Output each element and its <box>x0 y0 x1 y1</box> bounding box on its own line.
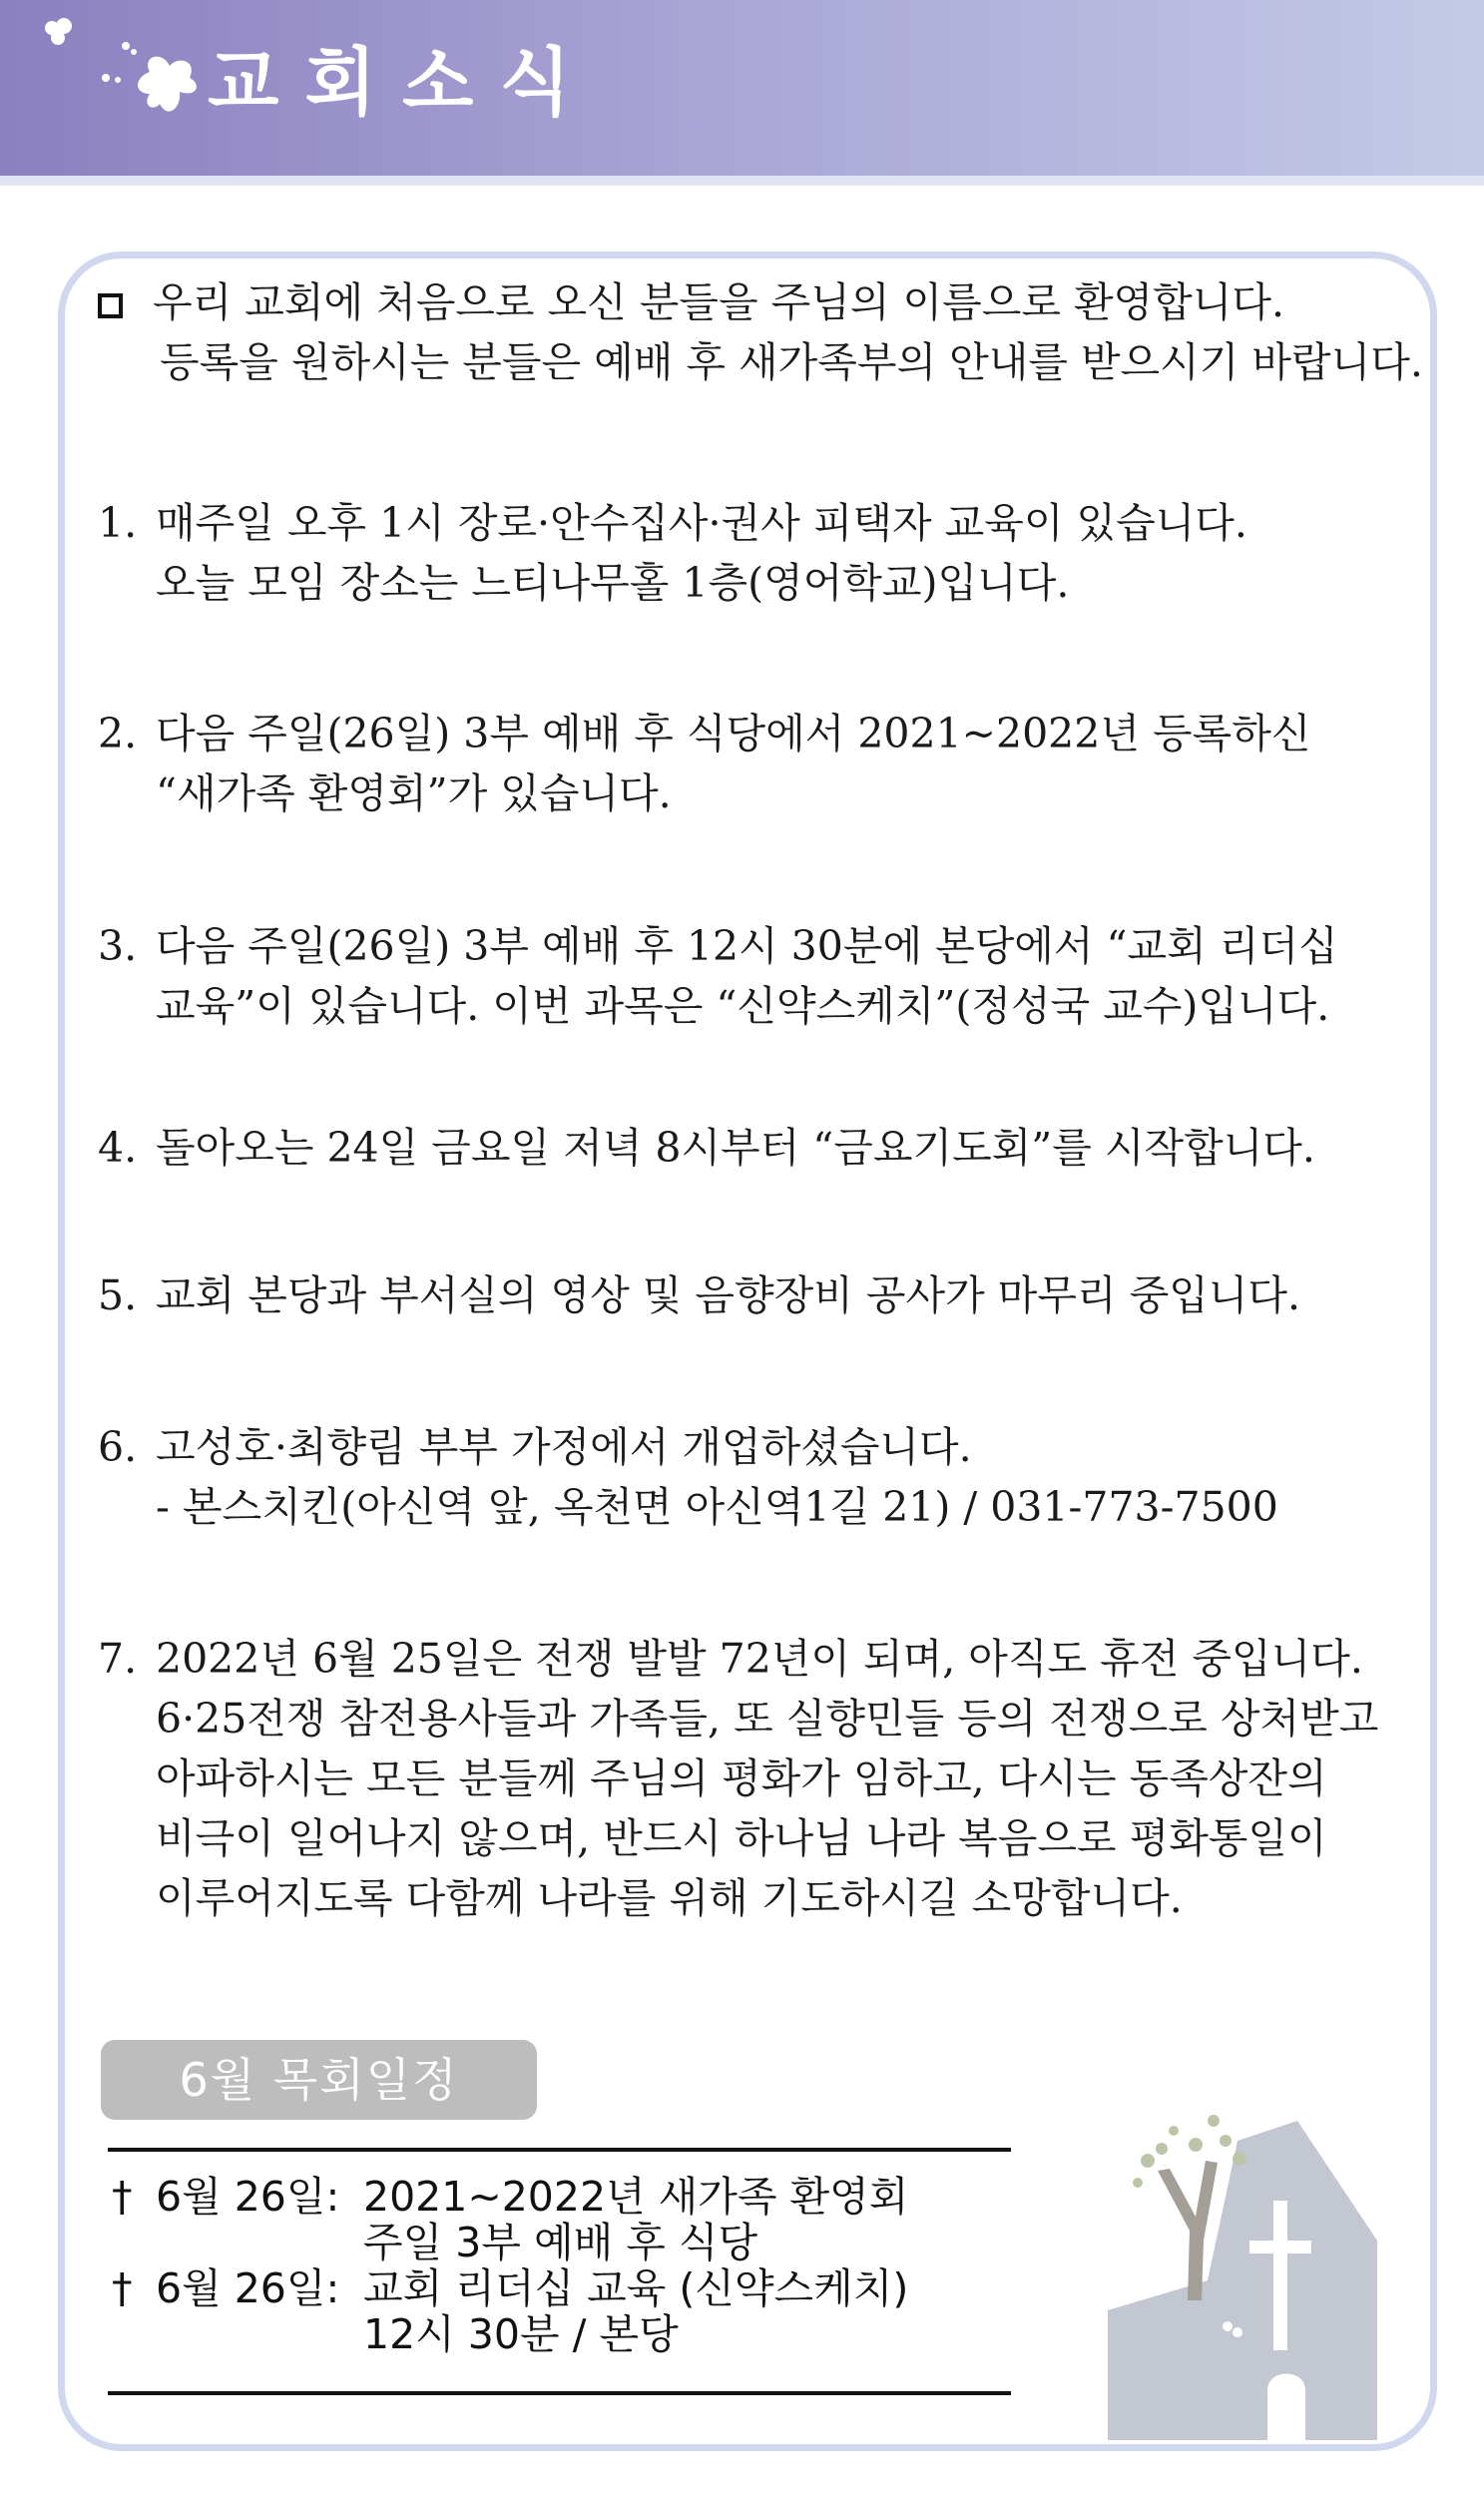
church-illustration <box>1078 2101 1397 2440</box>
item-line: 비극이 일어나지 않으며, 반드시 하나님 나라 복음으로 평화통일이 <box>156 1814 1327 1862</box>
item-line: - 본스치킨(아신역 앞, 옥천면 아신역1길 21) / 031-773-7500 <box>156 1483 1278 1531</box>
item-line: 매주일 오후 1시 장로·안수집사·권사 피택자 교육이 있습니다. <box>156 499 1247 547</box>
schedule-title: 2021~2022년 새가족 환영회 <box>363 2173 909 2221</box>
welcome-notice <box>98 272 1423 392</box>
item-number: 3. <box>98 922 138 970</box>
notice-item-4 <box>98 1118 1405 1178</box>
item-line: 오늘 모임 장소는 느티나무홀 1층(영어학교)입니다. <box>156 559 1070 607</box>
item-line: 교육”이 있습니다. 이번 과목은 “신약스케치”(정성국 교수)입니다. <box>156 982 1330 1030</box>
schedule-entry <box>112 2174 1010 2265</box>
schedule-detail: 주일 3부 예배 후 식당 <box>363 2219 758 2266</box>
notice-item-5 <box>98 1265 1405 1325</box>
item-line: 교회 본당과 부서실의 영상 및 음향장비 공사가 마무리 중입니다. <box>156 1271 1301 1319</box>
notice-item-2 <box>98 704 1405 823</box>
item-number: 7. <box>98 1635 138 1683</box>
item-number: 5. <box>98 1271 138 1319</box>
item-number: 1. <box>98 499 138 547</box>
schedule-detail: 12시 30분 / 본당 <box>363 2310 679 2358</box>
item-number: 4. <box>98 1124 138 1172</box>
divider <box>108 2391 1011 2395</box>
welcome-line: 우리 교회에 처음으로 오신 분들을 주님의 이름으로 환영합니다. <box>153 278 1285 326</box>
notice-item-6 <box>98 1417 1405 1537</box>
cross-icon: † <box>112 2173 133 2221</box>
item-line: 다음 주일(26일) 3부 예배 후 식당에서 2021~2022년 등록하신 <box>156 710 1311 757</box>
welcome-line: 등록을 원하시는 분들은 예배 후 새가족부의 안내를 받으시기 바랍니다. <box>160 338 1423 386</box>
notice-item-3 <box>98 916 1405 1036</box>
item-number: 6. <box>98 1423 138 1471</box>
item-line: 다음 주일(26일) 3부 예배 후 12시 30분에 본당에서 “교회 리더십 <box>156 922 1338 970</box>
schedule-entry <box>112 2265 1010 2357</box>
item-line: 6·25전쟁 참전용사들과 가족들, 또 실향민들 등의 전쟁으로 상처받고 <box>156 1695 1379 1743</box>
item-line: 아파하시는 모든 분들께 주님의 평화가 임하고, 다시는 동족상잔의 <box>156 1754 1327 1802</box>
page-title: 교회소식 <box>208 40 597 126</box>
item-line: 2022년 6월 25일은 전쟁 발발 72년이 되며, 아직도 휴전 중입니다. <box>156 1635 1363 1683</box>
notice-item-7 <box>98 1629 1405 1928</box>
header-divider <box>0 176 1484 186</box>
item-number: 2. <box>98 710 138 757</box>
checkbox-bullet-icon <box>98 293 123 318</box>
divider <box>108 2148 1011 2152</box>
schedule-date: 6월 26일: <box>156 2264 340 2312</box>
item-line: 돌아오는 24일 금요일 저녁 8시부터 “금요기도회”를 시작합니다. <box>156 1124 1315 1172</box>
schedule-title: 교회 리더십 교육 (신약스케치) <box>363 2264 909 2312</box>
schedule-label: 6월 목회일정 <box>101 2040 537 2120</box>
item-line: 고성호·최향림 부부 가정에서 개업하셨습니다. <box>156 1423 972 1471</box>
item-line: 이루어지도록 다함께 나라를 위해 기도하시길 소망합니다. <box>156 1874 1183 1922</box>
butterfly-icon <box>30 8 210 138</box>
item-line: “새가족 환영회”가 있습니다. <box>156 769 672 817</box>
cross-icon: † <box>112 2264 133 2312</box>
schedule-date: 6월 26일: <box>156 2173 340 2221</box>
notice-item-1 <box>98 493 1405 613</box>
